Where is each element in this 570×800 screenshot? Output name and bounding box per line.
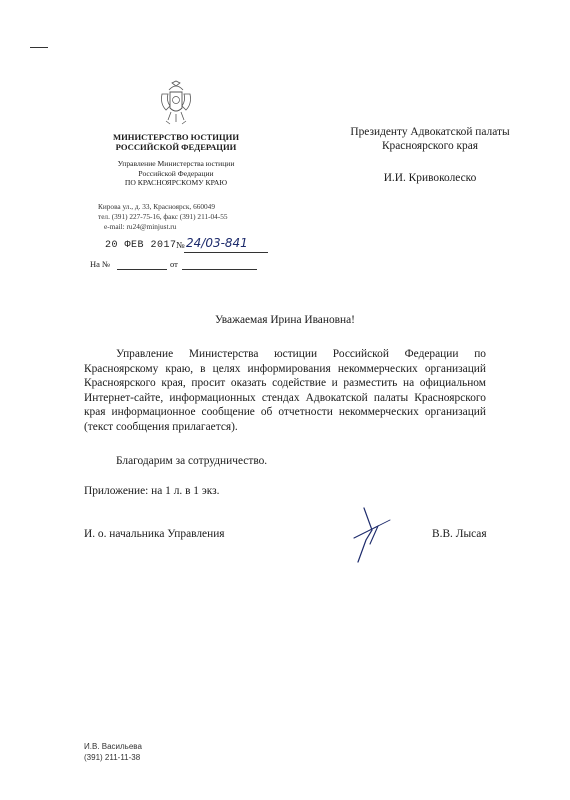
attachment-line: Приложение: на 1 л. в 1 экз.: [84, 485, 220, 497]
addressee-block: [330, 125, 530, 185]
department-name: [78, 159, 274, 188]
executor-phone: (391) 211-11-38: [84, 753, 141, 762]
salutation: Уважаемая Ирина Ивановна!: [215, 314, 355, 326]
corner-mark: [30, 47, 48, 48]
reference-line: [90, 259, 265, 271]
coat-of-arms-icon: [156, 80, 196, 126]
signer-title: И. о. начальника Управления: [84, 528, 225, 540]
addressee-name: И.И. Кривоколеско: [383, 172, 477, 184]
executor-name: И.В. Васильева: [84, 742, 142, 751]
registration-number: 24/03-841: [186, 236, 248, 250]
ref-from-label: от: [170, 259, 178, 269]
ref-label: На №: [90, 259, 111, 269]
ministry-line-1: МИНИСТЕРСТВО ЮСТИЦИИ: [112, 132, 240, 142]
signer-name: В.В. Лысая: [432, 528, 487, 540]
registration-line: [100, 236, 270, 254]
date-stamp: 20 ФЕВ 2017: [105, 240, 177, 251]
phone: тел. (391) 227-75-16, факс (391) 211-04-55: [98, 211, 228, 221]
thanks-line: Благодарим за сотрудничество.: [116, 455, 268, 467]
ministry-line-2: РОССИЙСКОЙ ФЕДЕРАЦИИ: [115, 142, 237, 152]
ref-date-blank: [182, 269, 257, 270]
letterhead: [78, 80, 274, 232]
dept-line-1: Управление Министерства юстиции: [117, 159, 235, 168]
ministry-name: [78, 132, 274, 152]
reg-underline: [184, 252, 268, 253]
signature-icon: [344, 500, 394, 570]
body-paragraph: Управление Министерства юстиции Российской Федерации по Красноярскому краю, в целях информирования некоммерческих организаций Красноярского края, просит оказать содействие и разместить на официальном Интернет-сайте, информационных стендах Адвокатской палаты Красноярского края информационное сообщение об отчетности некоммерческих организаций (текст сообщения прилагается).: [84, 348, 486, 433]
address: Кирова ул., д. 33, Красноярск, 660049: [98, 201, 215, 211]
addressee-line-1: Президенту Адвокатской палаты: [350, 126, 510, 138]
ref-number-blank: [117, 269, 167, 270]
dept-line-2: Российской Федерации: [138, 168, 214, 178]
contacts: [78, 202, 274, 232]
executor-block: [84, 741, 142, 763]
dept-line-3: ПО КРАСНОЯРСКОМУ КРАЮ: [124, 178, 228, 188]
number-sign: №: [176, 240, 185, 250]
email: e-mail: ru24@minjust.ru: [104, 221, 177, 231]
addressee-line-2: Красноярского края: [381, 140, 479, 152]
